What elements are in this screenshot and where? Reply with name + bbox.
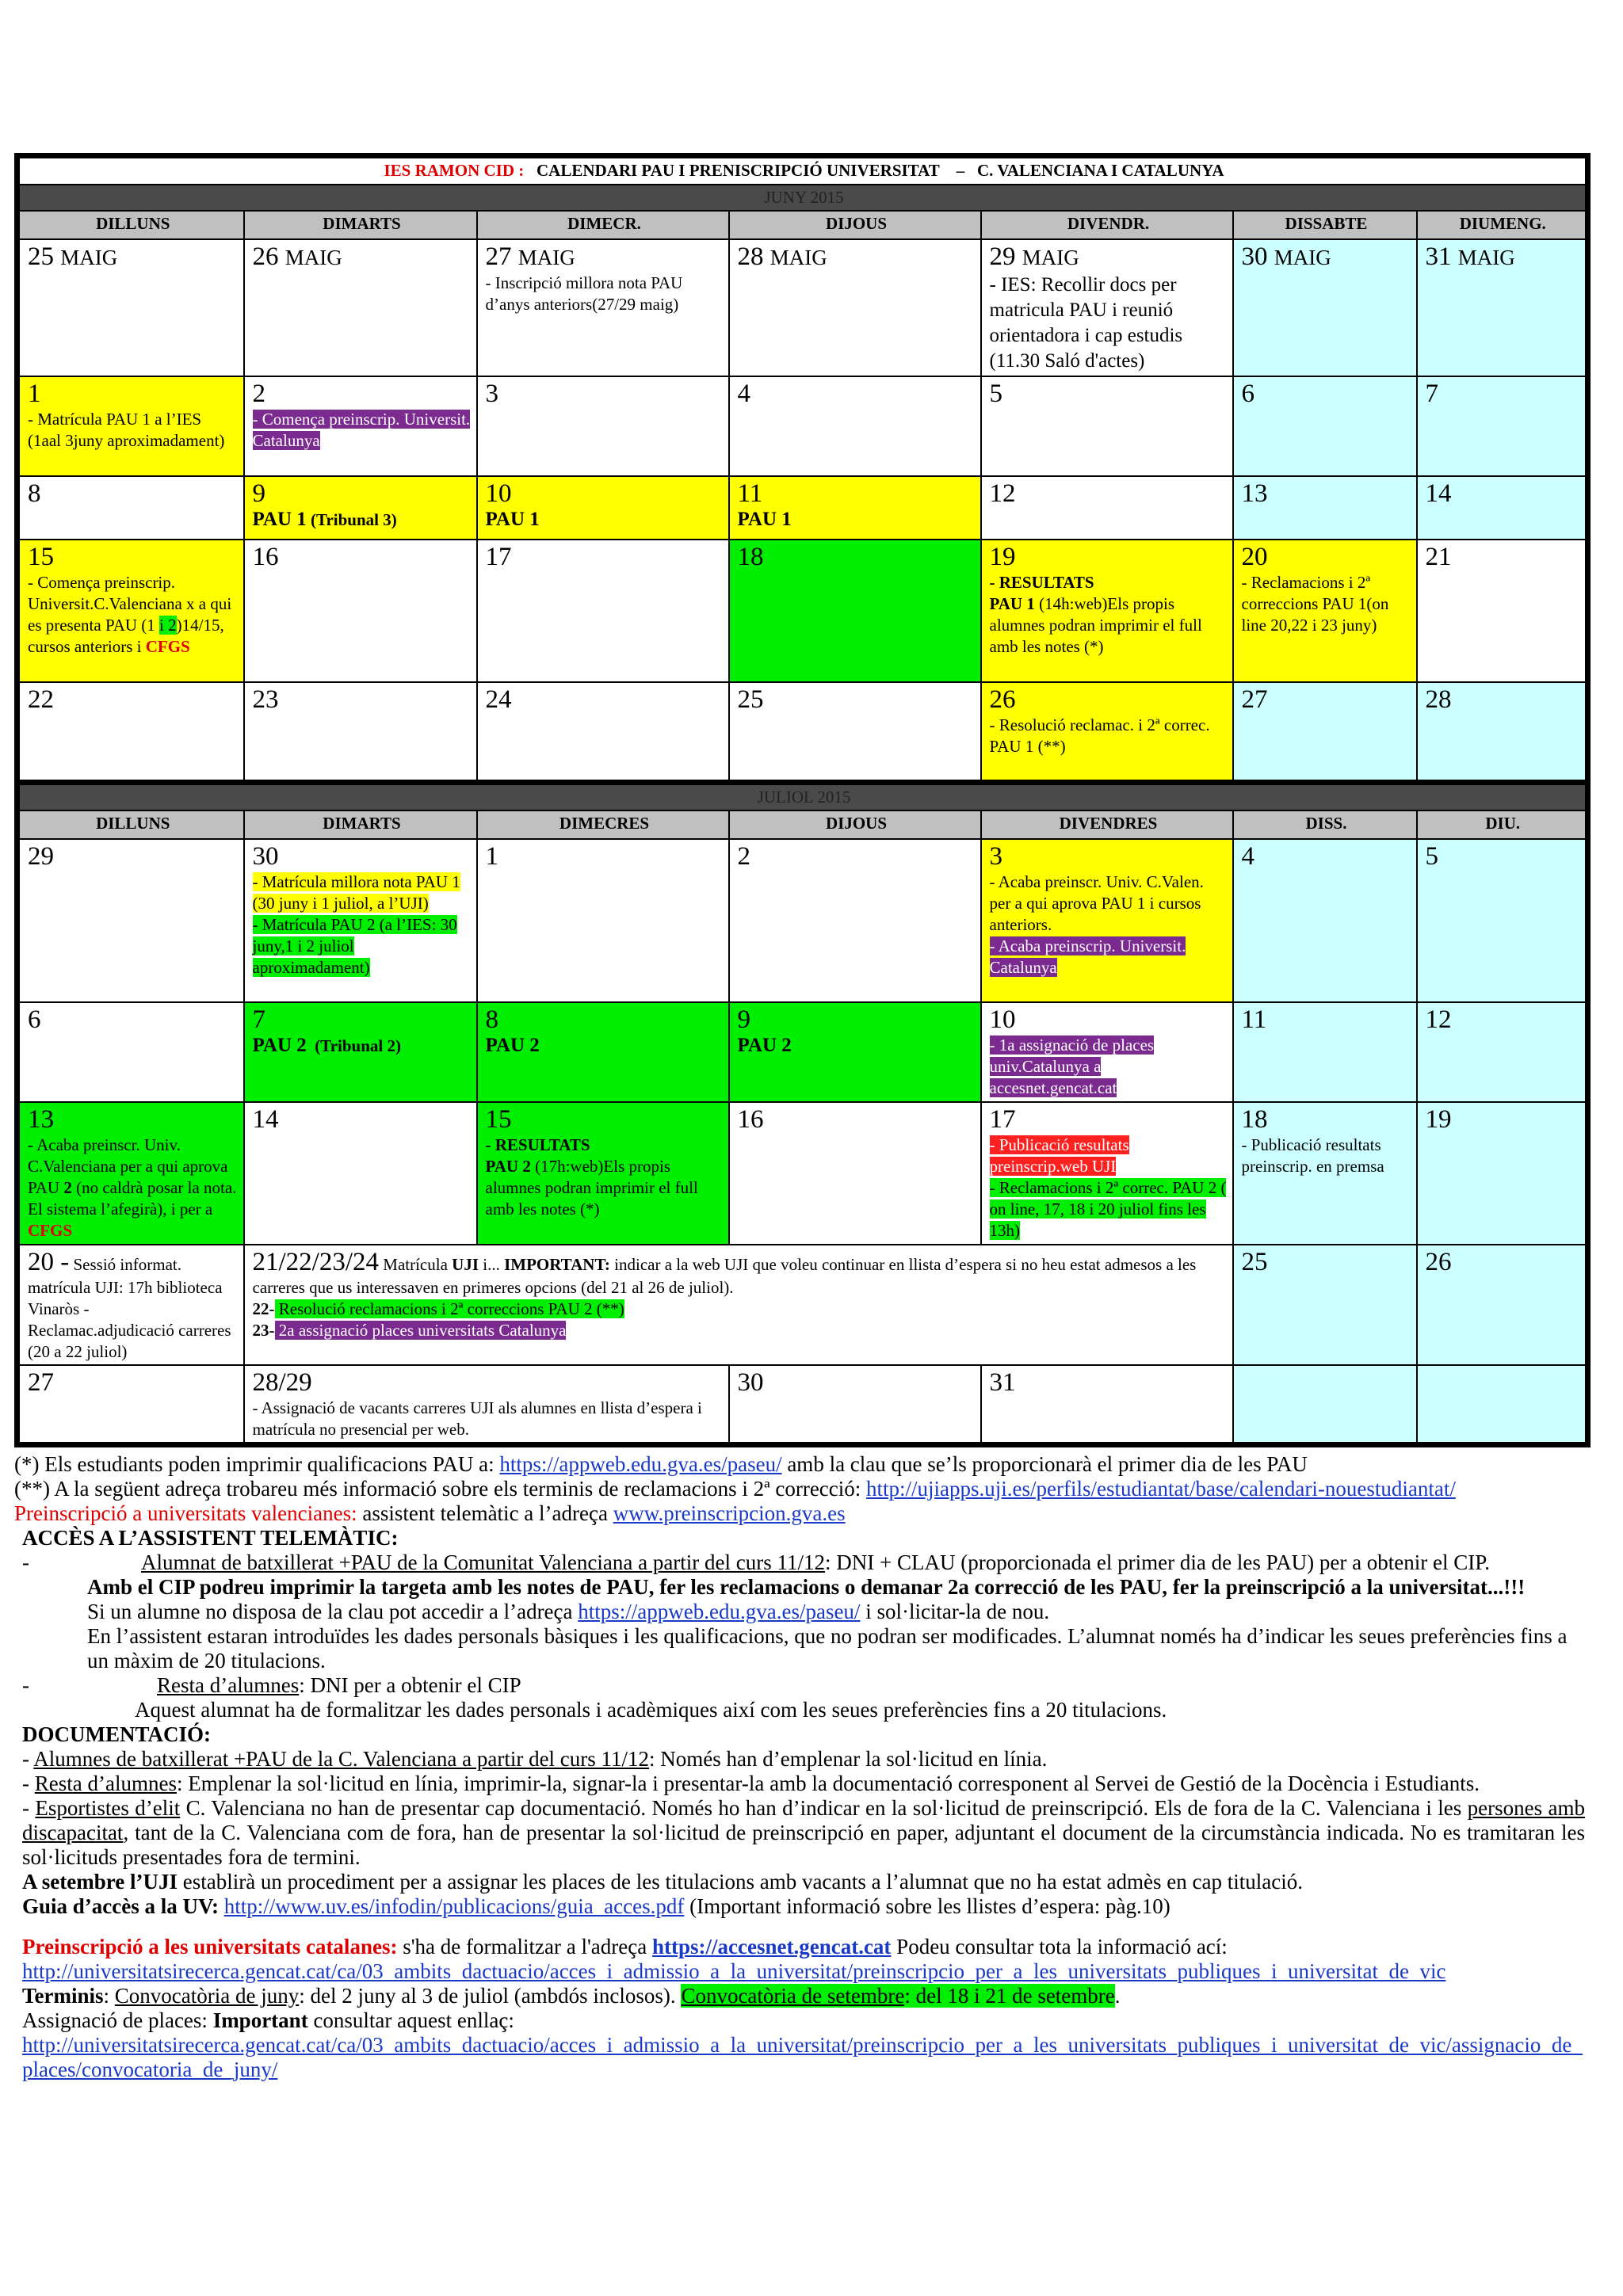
- day-cell: 30: [729, 1365, 981, 1445]
- gencat-link[interactable]: http://universitatsirecerca.gencat.cat/ca/03_ambits_dactuacio/acces_i_admissio_a_la_universitat/preinscripcio_per_a_les_universitats_publiques_i_universitat_de_vic: [22, 1958, 1446, 1983]
- weekday-header-june: DILLUNS DIMARTS DIMECR. DIJOUS DIVENDR. DISSABTE DIUMENG.: [17, 211, 1588, 239]
- day-cell: 6: [1233, 376, 1417, 476]
- week-row: [17, 376, 1588, 476]
- day-cell: 14: [1417, 476, 1588, 540]
- day-cell: 29: [17, 839, 244, 1002]
- day-cell: 4: [729, 376, 981, 476]
- weekday-header-july: DILLUNS DIMARTS DIMECRES DIJOUS DIVENDRES DISS. DIU.: [17, 810, 1588, 839]
- day-cell: 7: [1417, 376, 1588, 476]
- day-cell: 3 - Acaba preinscr. Univ. C.Valen. per a qui aprova PAU 1 i cursos anteriors. - Acaba preinscrip. Universit. Catalunya: [981, 839, 1233, 1002]
- day-cell: 16: [729, 1102, 981, 1245]
- day-cell: 28 MAIG: [729, 239, 981, 376]
- day-cell: 18 - Publicació resultats preinscrip. en premsa: [1233, 1102, 1417, 1245]
- day-cell: 18: [729, 540, 981, 682]
- notes-section: (*) Els estudiants poden imprimir qualificacions PAU a: https://appweb.edu.gva.es/paseu/ amb la clau que se’ls proporcionarà el primer dia de les PAU (**) A la següent adreça trobareu més informació sobre els terminis de reclamacions i 2ª correcció: http://ujiapps.uji.es/perfils/estudiantat/base/calendari-nouestudiantat/ Preinscripció a universitats valencianes: assistent telemàtic a l’adreça www.preinscripcion.gva.es ACCÈS A L’ASSISTENT TELEMÀTIC: - Alumnat de batxillerat +PAU de la Comunitat Valenciana a partir del curs 11/12: DNI + CLAU (proporcionada el primer dia de les PAU) per a obtenir el CIP. Amb el CIP podreu imprimir la targeta amb les notes de PAU, fer les reclamacions o demanar 2a correcció de les PAU, fer la preinscripció a la universitat...!!! Si un alumne no disposa de la clau pot accedir a l’adreça https://appweb.edu.gva.es/paseu/ i sol·licitar-la de nou. En l’assistent estaran introduïdes les dades personals bàsiques i les qualificacions, que no podran ser modificades. L’alumnat només ha d’indicar les seues preferències fins a un màxim de 20 titulacions. - Resta d’alumnes: DNI per a obtenir el CIP Aquest alumnat ha de formalitzar les dades personals i acadèmiques així com les seues preferències fins a 20 titulacions. DOCUMENTACIÓ: - Alumnes de batxillerat +PAU de la C. Valenciana a partir del curs 11/12: Només han d’emplenar la sol·licitud en línia. - Resta d’alumnes: Emplenar la sol·licitud en línia, imprimir-la, signar-la i presentar-la amb la documentació corresponent al Servei de Gestió de la Docència i Estudiants. - Esportistes d’elit C. Valenciana no han de presentar cap documentació. Només ho han d’indicar en la sol·licitud de preinscripció. Els de fora de la C. Valenciana i les persones amb discapacitat, tant de la C. Valenciana com de fora, han de presentar la sol·licitud de preinscripció en paper, adjuntant el document de la circumstància indicada. No es tramitaran les sol·licituds presentades fora de termini. A setembre l’UJI establirà un procediment per a assignar les places de les titulacions amb vacants a l’alumnat que no ha estat admès en cap titulació. Guia d’accès a la UV: http://www.uv.es/infodin/publicacions/guia_acces.pdf (Important informació sobre les llistes d’espera: pàg.10) Preinscripció a les universitats catalanes: s'ha de formalitzar a l'adreça https://accesnet.gencat.cat Podeu consultar tota la informació ací: http://universitatsirecerca.gencat.cat/ca/03_ambits_dactuacio/acces_i_admissio_a_la_universitat/preinscripcio_per_a_les_universitats_publiques_i_universitat_de_vic Terminis: Convocatòria de juny: del 2 juny al 3 de juliol (ambdós inclosos). Convocatòria de setembre: del 18 i 21 de setembre. Assignació de places: Important consultar aquest enllaç: http://universitatsirecerca.gencat.cat/ca/03_ambits_dactuacio/acces_i_admissio_a_la_universitat/preinscripcio_per_a_les_universitats_publiques_i_universitat_de_vic/assignacio_de_places/convocatoria_de_juny/: [14, 1451, 1586, 2081]
- paseu-link-2[interactable]: https://appweb.edu.gva.es/paseu/: [578, 1599, 861, 1623]
- day-cell: 27: [1233, 682, 1417, 782]
- day-cell: 25 MAIG: [17, 239, 244, 376]
- day-cell: 3: [477, 376, 729, 476]
- day-cell: 5: [1417, 839, 1588, 1002]
- note-1: (*) Els estudiants poden imprimir qualificacions PAU a: https://appweb.edu.gva.es/paseu/ amb la clau que se’ls proporcionarà el primer dia de les PAU: [14, 1451, 1308, 1476]
- day-cell: 17 - Publicació resultats preinscrip.web UJI - Reclamacions i 2ª correc. PAU 2 ( on line, 17, 18 i 20 juliol fins les 13h): [981, 1102, 1233, 1245]
- accesnet-link[interactable]: https://accesnet.gencat.cat: [652, 1934, 892, 1958]
- week-row: [17, 540, 1588, 682]
- day-cell: 22: [17, 682, 244, 782]
- week-row: [17, 476, 1588, 540]
- month-header-june: JUNY 2015: [17, 185, 1588, 211]
- calendar-title: IES RAMON CID : CALENDARI PAU I PRENISCRIPCIÓ UNIVERSITAT – C. VALENCIANA I CATALUNYA: [17, 156, 1588, 185]
- day-cell: 15 - Comença preinscrip. Universit.C.Valenciana x a qui es presenta PAU (1 i 2)14/15, cursos anteriors i CFGS: [17, 540, 244, 682]
- day-cell: 1 - Matrícula PAU 1 a l’IES (1aal 3juny aproximadament): [17, 376, 244, 476]
- day-cell: 13: [1233, 476, 1417, 540]
- day-cell: 27 MAIG - Inscripció millora nota PAU d’anys anteriors(27/29 maig): [477, 239, 729, 376]
- day-cell: 29 MAIG - IES: Recollir docs per matricula PAU i reunió orientadora i cap estudis (11.30 Saló d'actes): [981, 239, 1233, 376]
- day-cell: 20 - Reclamacions i 2ª correccions PAU 1(on line 20,22 i 23 juny): [1233, 540, 1417, 682]
- event-text: - Matrícula PAU 1 a l’IES (1aal 3juny aproximadament): [28, 410, 225, 450]
- day-cell: 20 - Sessió informat. matrícula UJI: 17h biblioteca Vinaròs - Reclamac.adjudicació carreres (20 a 22 juliol): [17, 1245, 244, 1365]
- day-cell: 25: [1233, 1245, 1417, 1365]
- section-heading: ACCÈS A L’ASSISTENT TELEMÀTIC:: [22, 1525, 399, 1550]
- day-cell: 13 - Acaba preinscr. Univ. C.Valenciana per a qui aprova PAU 2 (no caldrà posar la nota. El sistema l’afegirà), i per a CFGS: [17, 1102, 244, 1245]
- day-cell: 5: [981, 376, 1233, 476]
- day-cell: 28: [1417, 682, 1588, 782]
- day-cell: 12: [1417, 1002, 1588, 1102]
- day-cell: 12: [981, 476, 1233, 540]
- day-cell: 7 PAU 2 (Tribunal 2): [244, 1002, 477, 1102]
- section-heading: DOCUMENTACIÓ:: [22, 1722, 211, 1746]
- day-cell-span: 21/22/23/24 Matrícula UJI i... IMPORTANT: indicar a la web UJI que voleu continuar en llista d’espera si no heu estat admesos a les carreres que us interessaven en primeres opcions (del 21 al 26 de juliol). 22- Resolució reclamacions i 2ª correccions PAU 2 (**) 23- 2a assignació places universitats Catalunya: [244, 1245, 1233, 1365]
- uji-link[interactable]: http://ujiapps.uji.es/perfils/estudiantat/base/calendari-nouestudiantat/: [866, 1476, 1456, 1501]
- document: [14, 153, 1585, 2082]
- week-row: [17, 839, 1588, 1002]
- event-text: - Inscripció millora nota PAU d’anys anteriors(27/29 maig): [485, 273, 683, 314]
- week-row: [17, 239, 1588, 376]
- day-cell: 24: [477, 682, 729, 782]
- day-cell: 9 PAU 1 (Tribunal 3): [244, 476, 477, 540]
- day-cell: 17: [477, 540, 729, 682]
- week-row: [17, 1365, 1588, 1445]
- event-text: - IES: Recollir docs per matricula PAU i reunió orientadora i cap estudis (11.30 Saló d'actes): [989, 274, 1183, 372]
- day-cell: 21: [1417, 540, 1588, 682]
- week-row: [17, 1002, 1588, 1102]
- week-row: [17, 682, 1588, 782]
- bullet: - Resta d’alumnes: DNI per a obtenir el CIP: [22, 1672, 521, 1697]
- day-cell: 9 PAU 2: [729, 1002, 981, 1102]
- day-cell: [1233, 1365, 1417, 1445]
- day-cell: 31: [981, 1365, 1233, 1445]
- week-row: [17, 1102, 1588, 1245]
- uv-guide-link[interactable]: http://www.uv.es/infodin/publicacions/guia_acces.pdf: [223, 1894, 685, 1918]
- note-3: Preinscripció a universitats valencianes: assistent telemàtic a l’adreça www.preinscripcion.gva.es: [14, 1501, 846, 1525]
- paseu-link[interactable]: https://appweb.edu.gva.es/paseu/: [499, 1451, 782, 1476]
- day-cell: 11 PAU 1: [729, 476, 981, 540]
- day-cell: [1417, 1365, 1588, 1445]
- calendar-table: [14, 153, 1591, 1447]
- day-cell: 8 PAU 2: [477, 1002, 729, 1102]
- bullet: - Alumnat de batxillerat +PAU de la Comunitat Valenciana a partir del curs 11/12: DNI + CLAU (proporcionada el primer dia de les PAU) per a obtenir el CIP.: [22, 1550, 1491, 1574]
- day-cell: 8: [17, 476, 244, 540]
- day-cell-span: 28/29 - Assignació de vacants carreres UJI als alumnes en llista d’espera i matrícula no presencial per web.: [244, 1365, 729, 1445]
- day-cell: 1: [477, 839, 729, 1002]
- day-cell: 23: [244, 682, 477, 782]
- day-cell: 16: [244, 540, 477, 682]
- day-cell: 19 - RESULTATS PAU 1 (14h:web)Els propis alumnes podran imprimir el full amb les notes (*): [981, 540, 1233, 682]
- day-cell: 26 MAIG: [244, 239, 477, 376]
- week-row: [17, 1245, 1588, 1365]
- event-text: - Comença preinscrip. Universit. Catalunya: [252, 410, 471, 450]
- day-cell: 25: [729, 682, 981, 782]
- day-cell: 4: [1233, 839, 1417, 1002]
- month-header-july: JULIOL 2015: [17, 782, 1588, 810]
- day-cell: 6: [17, 1002, 244, 1102]
- day-cell: 19: [1417, 1102, 1588, 1245]
- day-cell: 10 PAU 1: [477, 476, 729, 540]
- day-cell: 30 MAIG: [1233, 239, 1417, 376]
- assignacio-link[interactable]: http://universitatsirecerca.gencat.cat/ca/03_ambits_dactuacio/acces_i_admissio_a_la_universitat/preinscripcio_per_a_les_universitats_publiques_i_universitat_de_vic/assignacio_de_places/convocatoria_de_juny/: [22, 2032, 1583, 2081]
- day-cell: 26: [1417, 1245, 1588, 1365]
- day-cell: 10 - 1a assignació de places univ.Catalunya a accesnet.gencat.cat: [981, 1002, 1233, 1102]
- day-cell: 14: [244, 1102, 477, 1245]
- day-cell: 2 - Comença preinscrip. Universit. Catalunya: [244, 376, 477, 476]
- day-cell: 30 - Matrícula millora nota PAU 1 (30 juny i 1 juliol, a l’UJI) - Matrícula PAU 2 (a l’IES: 30 juny,1 i 2 juliol aproximadament): [244, 839, 477, 1002]
- day-cell: 26 - Resolució reclamac. i 2ª correc. PAU 1 (**): [981, 682, 1233, 782]
- day-cell: 11: [1233, 1002, 1417, 1102]
- preinscripcion-link[interactable]: www.preinscripcion.gva.es: [613, 1501, 846, 1525]
- note-2: (**) A la següent adreça trobareu més informació sobre els terminis de reclamacions i 2ª correcció: http://ujiapps.uji.es/perfils/estudiantat/base/calendari-nouestudiantat/: [14, 1476, 1456, 1501]
- day-cell: 31 MAIG: [1417, 239, 1588, 376]
- day-cell: 27: [17, 1365, 244, 1445]
- day-cell: 15 - RESULTATS PAU 2 (17h:web)Els propis alumnes podran imprimir el full amb les notes (*): [477, 1102, 729, 1245]
- day-cell: 2: [729, 839, 981, 1002]
